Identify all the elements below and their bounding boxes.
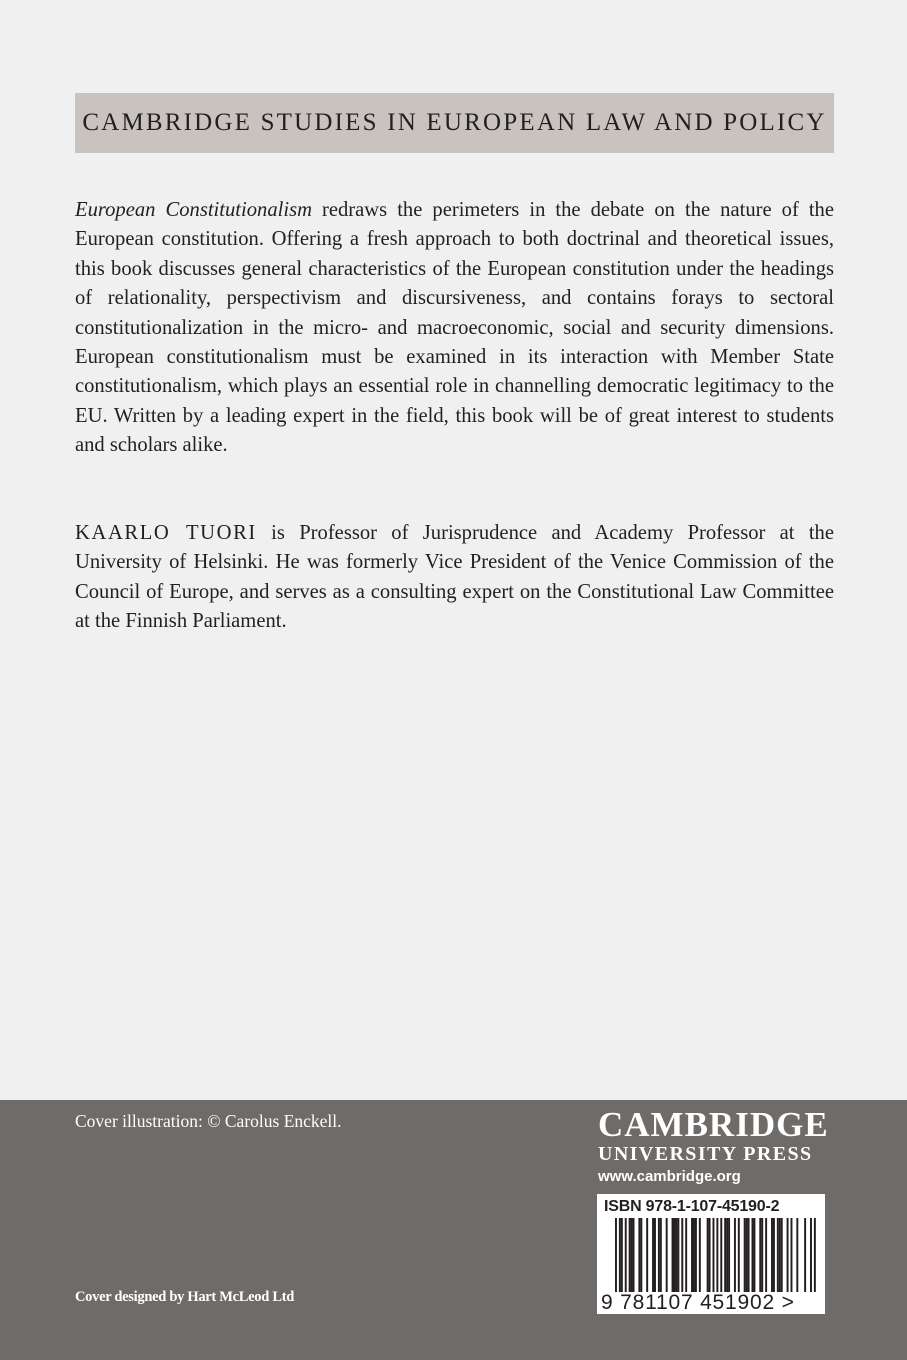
barcode-bar	[777, 1218, 779, 1292]
cover-illustration-credit: Cover illustration: © Carolus Enckell.	[75, 1111, 342, 1131]
barcode-bar	[771, 1218, 773, 1292]
barcode-bar	[810, 1218, 812, 1292]
book-blurb	[75, 196, 834, 461]
barcode-bar	[633, 1218, 635, 1292]
barcode-bar	[787, 1218, 789, 1292]
barcode-bar	[615, 1218, 617, 1292]
barcode-digits: 9 781107 451902 >	[601, 1291, 795, 1314]
barcode-bar	[646, 1218, 648, 1292]
author-name: KAARLO TUORI	[75, 522, 257, 544]
barcode-bar	[666, 1218, 668, 1292]
barcode-bar	[814, 1218, 816, 1292]
barcode-bar	[779, 1218, 781, 1292]
barcode-bar	[621, 1218, 623, 1292]
bio-text: is Professor of Jurisprudence and Academy Professor at the University of Helsinki. He was formerly Vice President of the Venice Commission of the Council of Europe, and serves as a consulting expert on the Constitutional Law Committee at the Finnish Parliament.	[75, 522, 834, 633]
barcode-bar	[773, 1218, 775, 1292]
barcode-bar	[638, 1218, 640, 1292]
barcode-bar	[748, 1218, 750, 1292]
blurb-text: redraws the perimeters in the debate on the nature of the European constitution. Offering a fresh approach to both doctrinal and theoretical issues, this book discusses general characteristics of the European constitution under the headings of relationality, perspectivism and discursiveness, and contains forays to sectoral constitutionalization in the micro- and macroeconomic, social and security dimensions. European constitutionalism must be examined in its interaction with Member State constitutionalism, which plays an essential role in channelling democratic legitimacy to the EU. Written by a leading expert in the field, this book will be of great interest to students and scholars alike.	[75, 199, 834, 457]
barcode-bar	[791, 1218, 793, 1292]
publisher-name: CAMBRIDGE	[598, 1105, 829, 1144]
series-title: CAMBRIDGE STUDIES IN EUROPEAN LAW AND POLICY	[82, 109, 827, 136]
barcode-bar	[761, 1218, 763, 1292]
barcode-bar	[713, 1218, 715, 1292]
barcode-bar	[685, 1218, 687, 1292]
barcode-bar	[752, 1218, 754, 1292]
barcode-bar	[720, 1218, 722, 1292]
publisher-subtitle: UNIVERSITY PRESS	[598, 1143, 813, 1165]
publisher-logo	[598, 1107, 829, 1188]
barcode-bar	[619, 1218, 621, 1292]
barcode-bar	[699, 1218, 701, 1292]
barcode-bar	[660, 1218, 662, 1292]
barcode-bar	[695, 1218, 697, 1292]
barcode-bar	[681, 1218, 683, 1292]
barcode-bar	[753, 1218, 755, 1292]
barcode-bar	[709, 1218, 711, 1292]
barcode-bar	[652, 1218, 654, 1292]
isbn-barcode	[597, 1194, 825, 1314]
barcode-bar	[738, 1218, 740, 1292]
barcode-bar	[765, 1218, 767, 1292]
barcode-bar	[759, 1218, 761, 1292]
barcode-bar	[672, 1218, 674, 1292]
isbn-label: ISBN 978-1-107-45190-2	[604, 1198, 780, 1215]
barcode-bar	[746, 1218, 748, 1292]
barcode-bar	[796, 1218, 798, 1292]
publisher-website: www.cambridge.org	[598, 1168, 741, 1185]
series-banner	[75, 93, 834, 153]
barcode-bar	[625, 1218, 627, 1292]
barcode-bar	[804, 1218, 806, 1292]
barcode-bar	[728, 1218, 730, 1292]
barcode-bar	[724, 1218, 726, 1292]
barcode-bar	[726, 1218, 728, 1292]
barcode-bar	[734, 1218, 736, 1292]
barcode-bar	[629, 1218, 631, 1292]
barcode-bar	[716, 1218, 718, 1292]
barcode-bar	[781, 1218, 783, 1292]
barcode-bar	[640, 1218, 642, 1292]
barcode-bar	[675, 1218, 677, 1292]
book-title-italic: European Constitutionalism	[75, 199, 312, 221]
barcode-bar	[707, 1218, 709, 1292]
author-bio	[75, 519, 834, 637]
barcode-bar	[674, 1218, 676, 1292]
barcode-bar	[631, 1218, 633, 1292]
cover-design-credit: Cover designed by Hart McLeod Ltd	[75, 1289, 295, 1305]
barcode-bar	[691, 1218, 693, 1292]
barcode-bar	[744, 1218, 746, 1292]
barcode-bar	[658, 1218, 660, 1292]
back-cover-footer	[0, 1100, 907, 1360]
barcode-bar	[693, 1218, 695, 1292]
barcode-bar	[677, 1218, 679, 1292]
barcode-bar	[654, 1218, 656, 1292]
